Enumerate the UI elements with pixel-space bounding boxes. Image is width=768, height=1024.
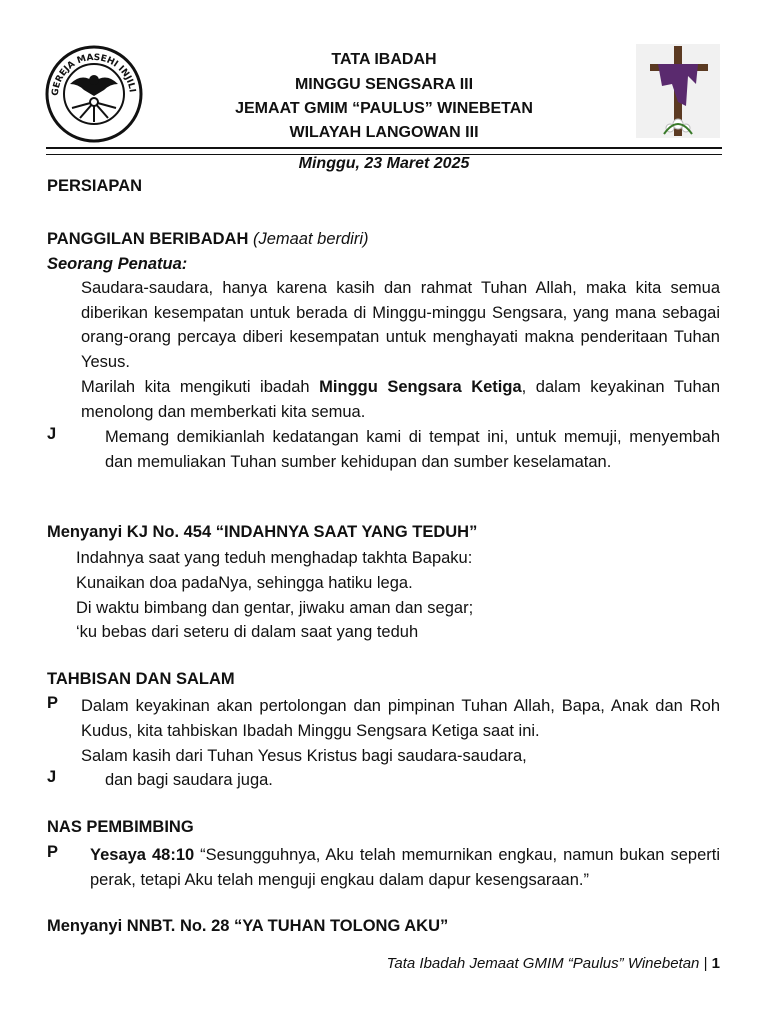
section-panggilan bbox=[47, 227, 369, 252]
header-title-3: JEMAAT GMIM “PAULUS” WINEBETAN bbox=[235, 100, 533, 117]
response-label-p: P bbox=[47, 694, 59, 712]
response-label-j: J bbox=[47, 425, 57, 443]
hymn-line: Kunaikan doa padaNya, sehingga hatiku lega. bbox=[76, 574, 413, 592]
panggilan-paragraph-2: Marilah kita mengikuti ibadah Minggu Sengsara Ketiga, dalam keyakinan Tuhan menolong dan memberkati kita semua. bbox=[81, 378, 721, 421]
response-label-j: J bbox=[47, 768, 57, 786]
page-footer bbox=[387, 955, 720, 972]
svg-text:GEREJA MASEHI INJILI di MINAHA: GEREJA MASEHI INJILI bbox=[50, 52, 137, 97]
hymn-line: Indahnya saat yang teduh menghadap takhta Bapaku: bbox=[76, 549, 473, 567]
tahbisan-paragraph: Dalam keyakinan akan pertolongan dan pimpinan Tuhan Allah, Bapa, Anak dan Roh Kudus, kita tahbiskan Ibadah Minggu Sengsara Ketiga saat ini. bbox=[81, 697, 720, 740]
tahbisan-salam: Salam kasih dari Tuhan Yesus Kristus bagi saudara-saudara, bbox=[81, 747, 527, 765]
panggilan-paragraph-1: Saudara-saudara, hanya karena kasih dan rahmat Tuhan Allah, maka kita semua diberikan kesempatan untuk berada di Minggu-minggu Sengsara, yang mana sebagai orang-orang percaya diberi kesempatan untuk menghayati makna penderitaan Tuhan Yesus. bbox=[81, 279, 720, 371]
panggilan-response: Memang demikianlah kedatangan kami di tempat ini, untuk memuji, menyembah dan memuliakan Tuhan sumber kehidupan dan sumber keselamatan. bbox=[105, 428, 720, 471]
section-persiapan: PERSIAPAN bbox=[47, 177, 143, 195]
service-date: Minggu, 23 Maret 2025 bbox=[298, 155, 470, 172]
footer-separator: | bbox=[703, 955, 708, 972]
footer-text: Tata Ibadah Jemaat GMIM “Paulus” Winebetan bbox=[386, 955, 700, 972]
hymn-kj-title: Menyanyi KJ No. 454 “INDAHNYA SAAT YANG TEDUH” bbox=[47, 523, 478, 541]
panggilan-title: PANGGILAN BERIBADAH bbox=[47, 230, 249, 248]
response-label-p: P bbox=[47, 843, 59, 861]
header-title-2: MINGGU SENGSARA III bbox=[294, 76, 474, 93]
header-divider bbox=[46, 147, 722, 155]
speaker-penatua: Seorang Penatua: bbox=[47, 255, 188, 273]
header-title-1: TATA IBADAH bbox=[331, 51, 437, 68]
scripture-reference: Yesaya 48:10 bbox=[90, 846, 195, 864]
page-number: 1 bbox=[711, 955, 720, 972]
section-nas: NAS PEMBIMBING bbox=[47, 818, 194, 836]
hymn-nnbt-title: Menyanyi NNBT. No. 28 “YA TUHAN TOLONG AKU” bbox=[47, 917, 449, 935]
section-tahbisan: TAHBISAN DAN SALAM bbox=[47, 670, 235, 688]
panggilan-note: (Jemaat berdiri) bbox=[252, 230, 369, 248]
hymn-line: Di waktu bimbang dan gentar, jiwaku aman dan segar; bbox=[76, 599, 474, 617]
nas-paragraph: Yesaya 48:10 “Sesungguhnya, Aku telah memurnikan engkau, namun bukan seperti perak, tetapi Aku telah menguji engkau dalam dapur kesengsaraan.” bbox=[90, 846, 720, 889]
hymn-line: ‘ku bebas dari seteru di dalam saat yang teduh bbox=[76, 623, 419, 641]
tahbisan-response: dan bagi saudara juga. bbox=[105, 771, 273, 789]
header-title-4: WILAYAH LANGOWAN III bbox=[289, 124, 479, 141]
